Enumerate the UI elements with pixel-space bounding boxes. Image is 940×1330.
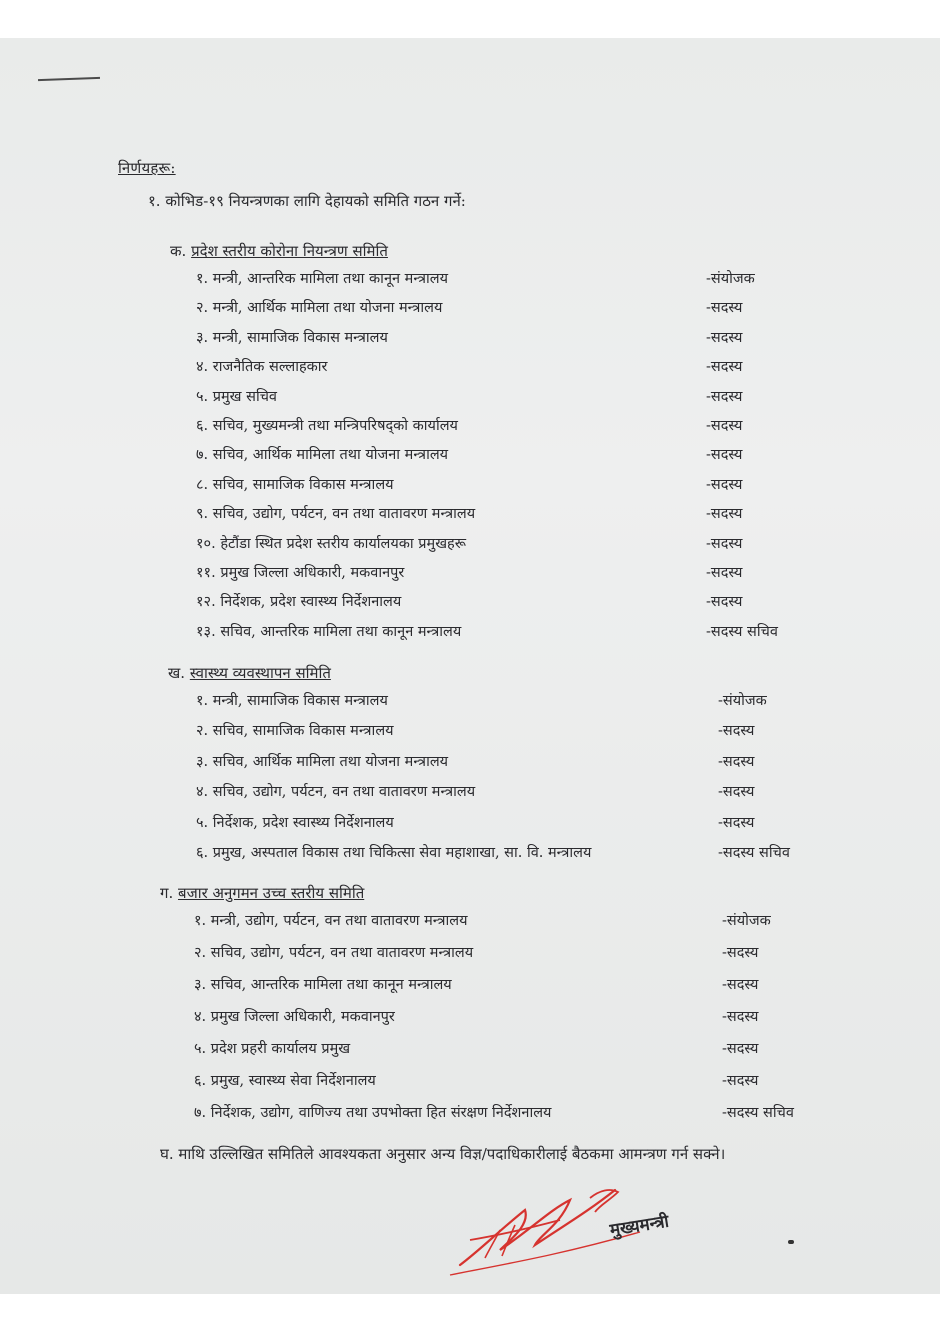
member-number: ४. <box>196 359 209 376</box>
ink-dot <box>788 1240 794 1244</box>
member-name: मन्त्री, आन्तरिक मामिला तथा कानून मन्त्रालय <box>212 271 449 287</box>
committee-title <box>160 883 364 903</box>
member-name: सचिव, आर्थिक मामिला तथा योजना मन्त्रालय <box>212 753 449 770</box>
member-number: २. <box>196 723 209 740</box>
member-role: -सदस्य <box>706 388 743 405</box>
member-number: ६. <box>196 418 209 434</box>
member-row <box>194 1006 395 1026</box>
member-role: -सदस्य सचिव <box>722 1105 794 1121</box>
member-role: -सदस्य <box>718 723 755 740</box>
member-role: -सदस्य <box>718 753 755 770</box>
member-number: १२. <box>196 594 216 611</box>
member-number: ७. <box>194 1105 207 1121</box>
member-row <box>196 751 448 771</box>
member-name: सचिव, आन्तरिक मामिला तथा कानून मन्त्रालय <box>220 623 462 640</box>
closing-statement: घ. माथि उल्लिखित समितिले आवश्यकता अनुसार अन्य विज्ञ/पदाधिकारीलाई बैठकमा आमन्त्रण गर्न सक्ने। <box>160 1145 726 1163</box>
committee-name: प्रदेश स्तरीय कोरोना नियन्त्रण समिति <box>191 242 388 260</box>
member-name: सचिव, आर्थिक मामिला तथा योजना मन्त्रालय <box>212 447 449 464</box>
member-name: प्रमुख, अस्पताल विकास तथा चिकित्सा सेवा महाशाखा, सा. वि. मन्त्रालय <box>212 845 592 861</box>
member-number: ९. <box>196 506 209 523</box>
member-name: सचिव, सामाजिक विकास मन्त्रालय <box>212 476 394 493</box>
member-number: १३. <box>196 623 216 640</box>
member-role: -संयोजक <box>706 271 755 287</box>
member-role: -सदस्य <box>706 418 743 434</box>
member-role: -सदस्य <box>706 535 743 552</box>
member-number: ५. <box>194 1041 207 1057</box>
decisions-heading: निर्णयहरू: <box>118 159 176 177</box>
member-role: -सदस्य <box>718 784 755 801</box>
member-role: -सदस्य <box>706 329 743 346</box>
member-name: सचिव, मुख्यमन्त्री तथा मन्त्रिपरिषद्को कार्यालय <box>212 418 458 434</box>
member-role: -सदस्य <box>722 945 759 961</box>
member-row <box>194 974 452 994</box>
member-role: -सदस्य <box>706 476 743 493</box>
member-number: २. <box>196 300 209 317</box>
member-name: सचिव, उद्योग, पर्यटन, वन तथा वातावरण मन्त्रालय <box>212 784 476 801</box>
member-role: -सदस्य <box>706 565 743 581</box>
member-row <box>196 812 394 832</box>
member-row <box>196 533 466 553</box>
member-number: ८. <box>196 476 209 493</box>
member-role: -सदस्य <box>722 977 759 993</box>
member-role: -सदस्य <box>706 447 743 464</box>
member-row <box>194 1038 350 1058</box>
member-row <box>196 781 475 801</box>
member-number: १०. <box>196 535 216 552</box>
member-row <box>196 327 388 347</box>
member-name: प्रमुख जिल्ला अधिकारी, मकवानपुर <box>220 565 405 581</box>
member-name: प्रमुख जिल्ला अधिकारी, मकवानपुर <box>210 1009 395 1025</box>
member-role: -सदस्य सचिव <box>706 623 778 640</box>
member-number: ६. <box>196 845 209 861</box>
decision-statement: १. कोभिड-१९ नियन्त्रणका लागि देहायको समिति गठन गर्ने: <box>148 192 466 210</box>
member-number: ११. <box>196 565 216 581</box>
member-row <box>196 591 401 611</box>
member-role: -संयोजक <box>718 693 767 709</box>
committee-name: स्वास्थ्य व्यवस्थापन समिति <box>189 664 331 682</box>
pen-mark <box>38 77 100 81</box>
member-number: १. <box>194 913 207 929</box>
member-name: मन्त्री, आर्थिक मामिला तथा योजना मन्त्रालय <box>212 300 443 317</box>
member-row <box>196 444 448 464</box>
member-number: ३. <box>196 329 209 346</box>
member-row <box>196 621 461 641</box>
committee-label: ग. <box>160 884 174 902</box>
member-number: ३. <box>196 753 209 770</box>
member-number: ५. <box>196 814 209 831</box>
member-row <box>196 562 404 582</box>
member-name: निर्देशक, उद्योग, वाणिज्य तथा उपभोक्ता हित संरक्षण निर्देशनालय <box>210 1105 552 1121</box>
member-role: -संयोजक <box>722 913 771 929</box>
member-row <box>194 910 467 930</box>
member-number: ४. <box>196 784 209 801</box>
member-role: -सदस्य <box>706 506 743 523</box>
member-name: निर्देशक, प्रदेश स्वास्थ्य निर्देशनालय <box>220 594 402 611</box>
member-row <box>194 1102 551 1122</box>
member-name: मन्त्री, उद्योग, पर्यटन, वन तथा वातावरण मन्त्रालय <box>210 913 468 929</box>
member-row <box>196 503 475 523</box>
member-name: मन्त्री, सामाजिक विकास मन्त्रालय <box>212 693 388 709</box>
member-name: निर्देशक, प्रदेश स्वास्थ्य निर्देशनालय <box>212 814 394 831</box>
committee-title <box>170 241 388 261</box>
member-row <box>194 1070 376 1090</box>
member-name: राजनैतिक सल्लाहकार <box>212 359 328 376</box>
member-name: हेटौंडा स्थित प्रदेश स्तरीय कार्यालयका प्रमुखहरू <box>220 535 467 552</box>
member-name: सचिव, सामाजिक विकास मन्त्रालय <box>212 723 394 740</box>
member-role: -सदस्य <box>722 1041 759 1057</box>
member-row <box>196 386 277 406</box>
member-number: २. <box>194 945 207 961</box>
member-name: प्रदेश प्रहरी कार्यालय प्रमुख <box>210 1041 351 1057</box>
member-row <box>196 474 394 494</box>
member-number: ३. <box>194 977 207 993</box>
member-number: ५. <box>196 388 209 405</box>
member-role: -सदस्य <box>722 1009 759 1025</box>
member-row <box>196 297 442 317</box>
member-role: -सदस्य सचिव <box>718 845 790 861</box>
member-row <box>196 356 327 376</box>
committee-label: ख. <box>168 664 186 682</box>
member-role: -सदस्य <box>706 359 743 376</box>
member-number: ४. <box>194 1009 207 1025</box>
member-number: ६. <box>194 1073 207 1089</box>
committee-name: बजार अनुगमन उच्च स्तरीय समिति <box>178 884 365 902</box>
member-name: प्रमुख सचिव <box>212 388 277 405</box>
member-name: सचिव, आन्तरिक मामिला तथा कानून मन्त्रालय <box>210 977 452 993</box>
member-number: १. <box>196 693 209 709</box>
member-role: -सदस्य <box>718 814 755 831</box>
member-role: -सदस्य <box>706 594 743 611</box>
member-row <box>196 415 458 435</box>
committee-label: क. <box>170 242 187 260</box>
member-role: -सदस्य <box>706 300 743 317</box>
member-name: मन्त्री, सामाजिक विकास मन्त्रालय <box>212 329 388 346</box>
member-row <box>196 842 591 862</box>
member-row <box>196 268 448 288</box>
member-number: ७. <box>196 447 209 464</box>
member-name: सचिव, उद्योग, पर्यटन, वन तथा वातावरण मन्त्रालय <box>210 945 474 961</box>
member-number: १. <box>196 271 209 287</box>
member-row <box>196 720 394 740</box>
member-row <box>194 942 473 962</box>
member-row <box>196 690 388 710</box>
member-role: -सदस्य <box>722 1073 759 1089</box>
committee-title <box>168 663 331 683</box>
signature-title: मुख्यमन्त्री <box>608 1211 671 1241</box>
member-name: सचिव, उद्योग, पर्यटन, वन तथा वातावरण मन्त्रालय <box>212 506 476 523</box>
member-name: प्रमुख, स्वास्थ्य सेवा निर्देशनालय <box>210 1073 376 1089</box>
